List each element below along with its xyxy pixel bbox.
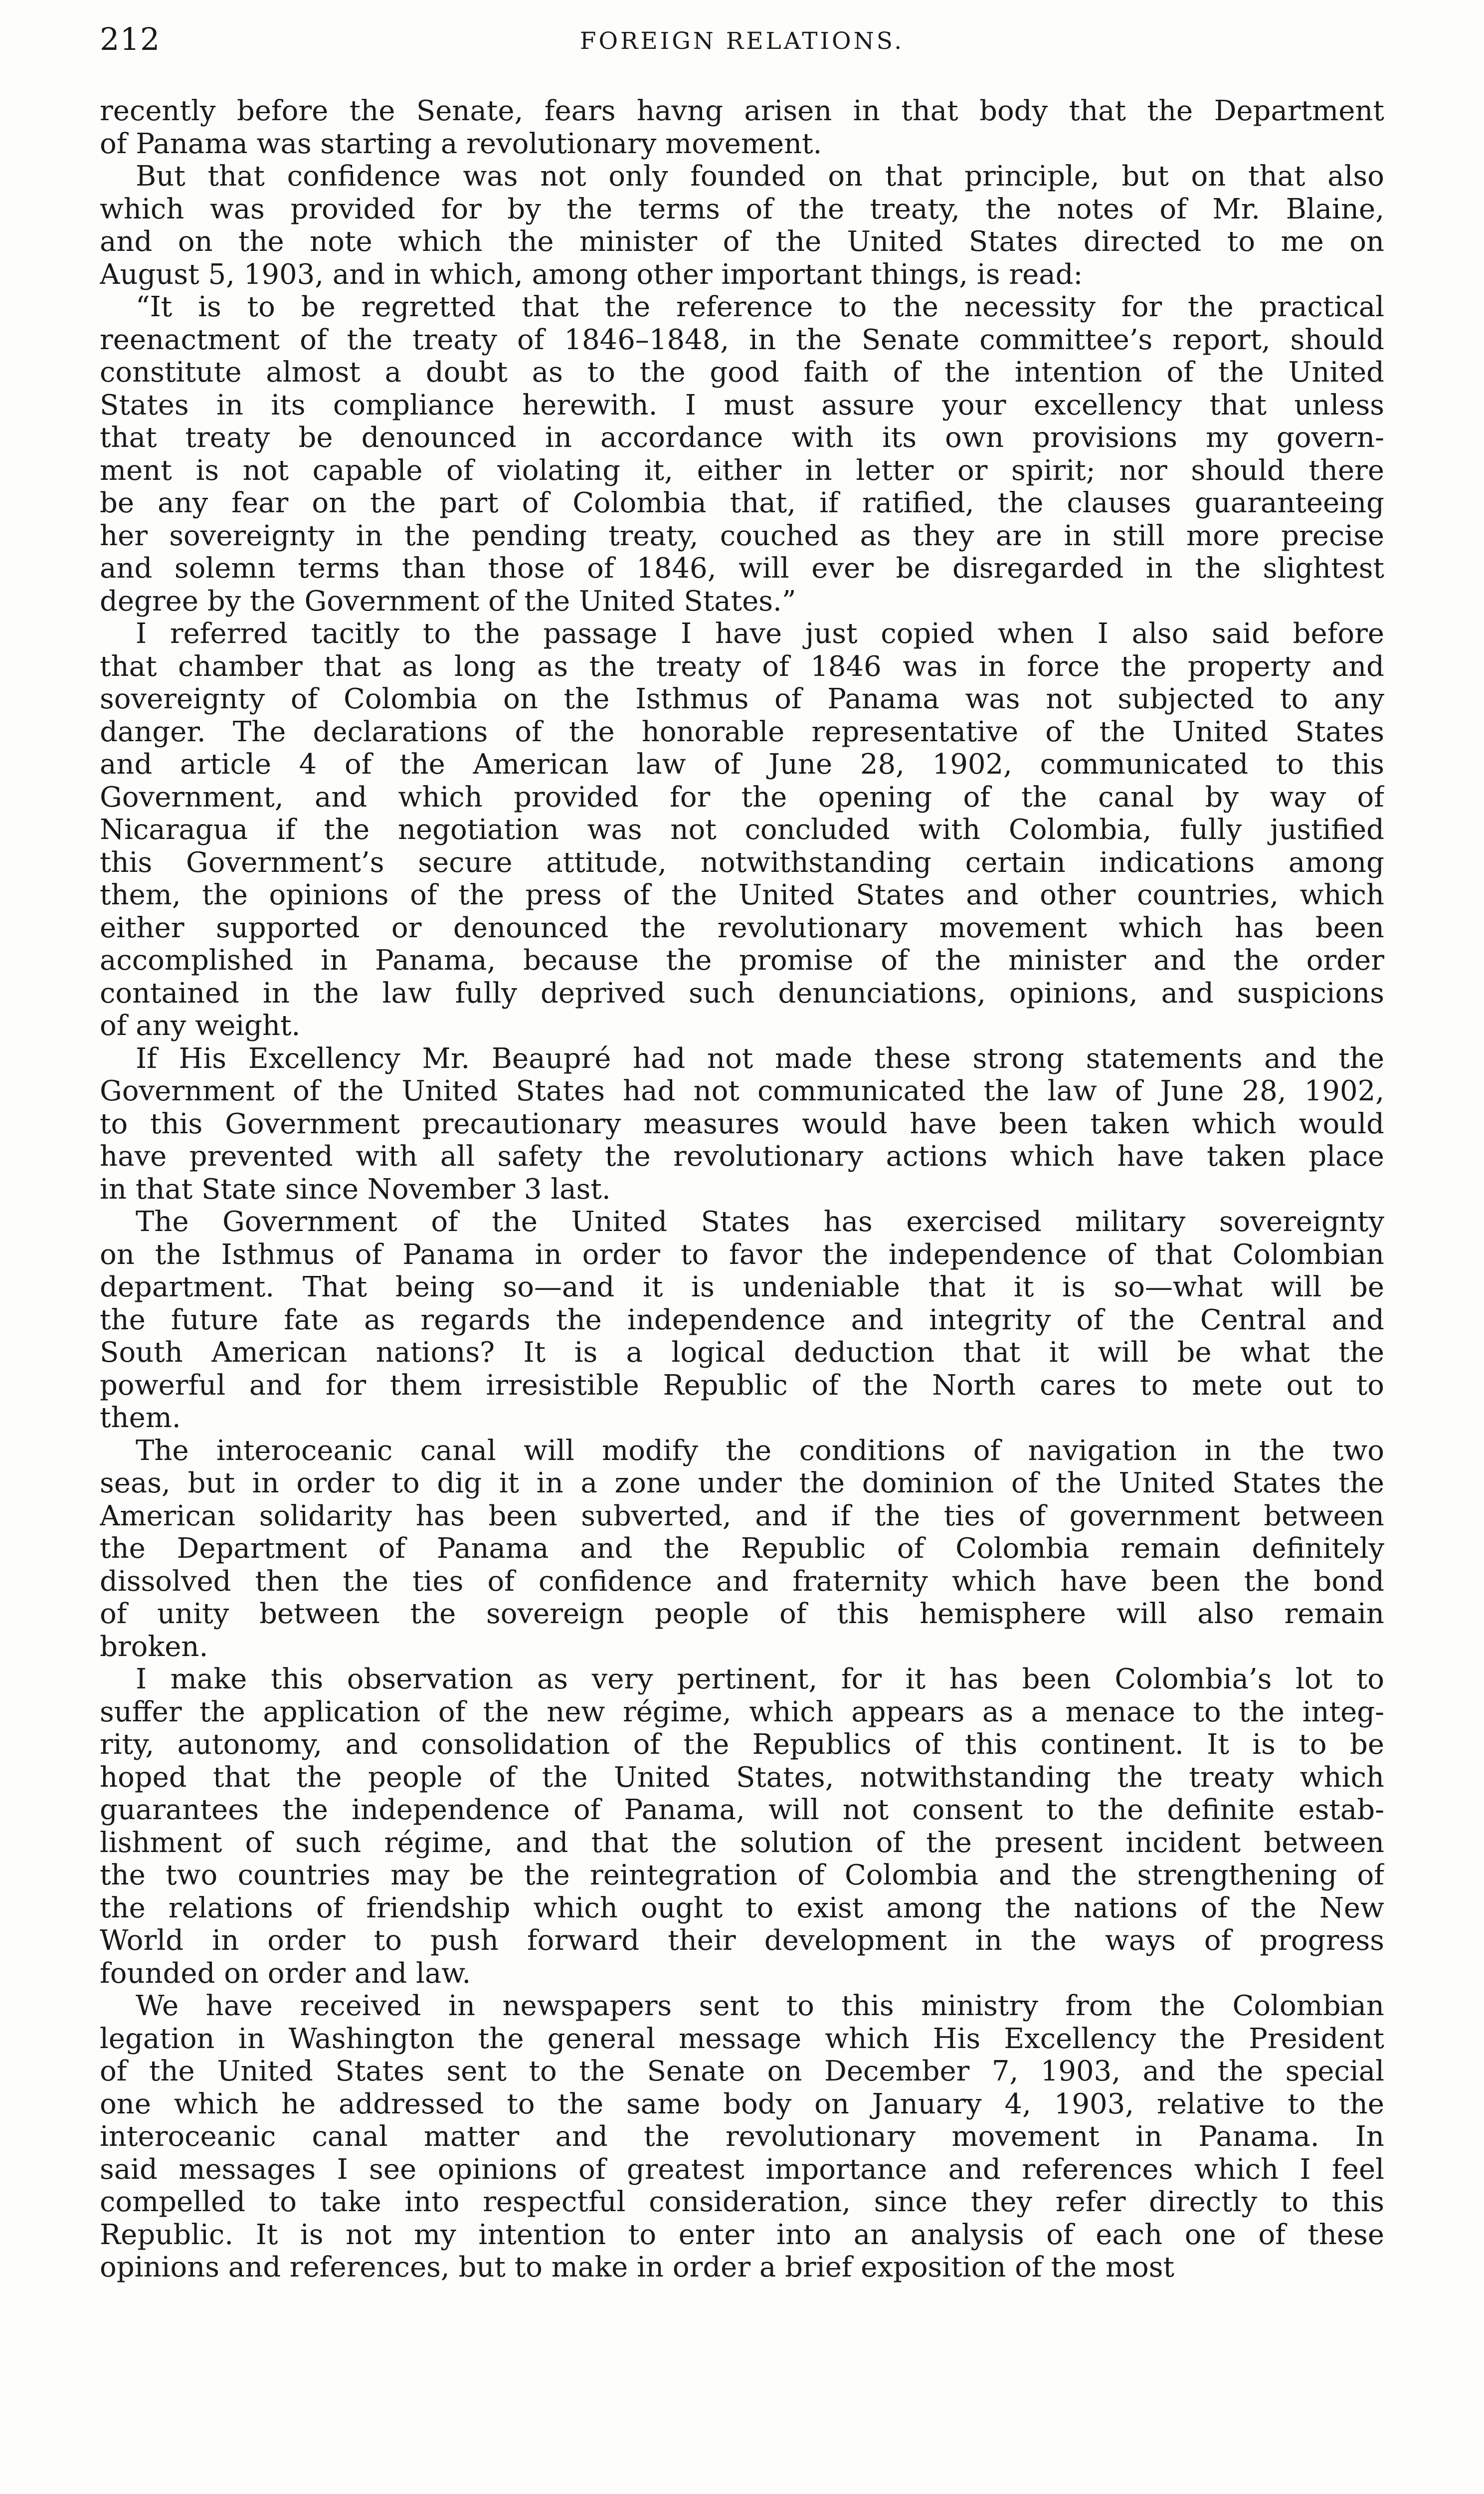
text-line: that treaty be denounced in accordance with its own provisions my govern- bbox=[100, 421, 1384, 454]
text-line: We have received in newspapers sent to this ministry from the Colombian bbox=[136, 1990, 1384, 2022]
text-line: accomplished in Panama, because the promise of the minister and the order bbox=[100, 944, 1384, 977]
paragraph bbox=[100, 1042, 1384, 1206]
text-line: opinions and references, but to make in order a brief exposition of the most bbox=[100, 2251, 1175, 2284]
text-line: this Government’s secure attitude, notwithstanding certain indications among bbox=[100, 846, 1384, 879]
text-line: of unity between the sovereign people of this hemisphere will also remain bbox=[100, 1598, 1384, 1630]
text-line: have prevented with all safety the revolutionary actions which have taken place bbox=[100, 1140, 1384, 1173]
paragraph bbox=[100, 1435, 1384, 1663]
paragraph bbox=[100, 1990, 1384, 2284]
text-line: Nicaragua if the negotiation was not concluded with Colombia, fully justified bbox=[100, 814, 1384, 846]
text-line: them. bbox=[100, 1402, 181, 1434]
text-line: the Department of Panama and the Republic of Colombia remain definitely bbox=[100, 1532, 1384, 1565]
paragraph bbox=[100, 291, 1384, 618]
page-number: 212 bbox=[100, 21, 161, 57]
text-line: in that State since November 3 last. bbox=[100, 1173, 611, 1206]
text-line: American solidarity has been subverted, and if the ties of government between bbox=[100, 1499, 1384, 1532]
text-line: broken. bbox=[100, 1630, 208, 1663]
text-line: said messages I see opinions of greatest importance and references which I feel bbox=[100, 2153, 1384, 2186]
text-line: I referred tacitly to the passage I have just copied when I also said before bbox=[136, 618, 1384, 650]
paragraph bbox=[100, 1206, 1384, 1435]
text-line: legation in Washington the general message which His Excellency the President bbox=[100, 2022, 1384, 2055]
text-line: on the Isthmus of Panama in order to favor the independence of that Colombian bbox=[100, 1238, 1384, 1271]
text-line: and solemn terms than those of 1846, will ever be disregarded in the slightest bbox=[100, 552, 1384, 585]
paragraph bbox=[100, 618, 1384, 1042]
text-line: ment is not capable of violating it, either in letter or spirit; nor should there bbox=[100, 454, 1384, 487]
text-line: Republic. It is not my intention to enter into an analysis of each one of these bbox=[100, 2218, 1384, 2251]
text-line: of Panama was starting a revolutionary movement. bbox=[100, 127, 822, 160]
text-line: be any fear on the part of Colombia that, if ratified, the clauses guaranteeing bbox=[100, 487, 1384, 519]
text-line: recently before the Senate, fears havng arisen in that body that the Department bbox=[100, 95, 1384, 127]
text-line: Government of the United States had not communicated the law of June 28, 1902, bbox=[100, 1075, 1384, 1107]
text-line: sovereignty of Colombia on the Isthmus of Panama was not subjected to any bbox=[100, 683, 1384, 715]
text-line: interoceanic canal matter and the revolutionary movement in Panama. In bbox=[100, 2120, 1384, 2153]
text-line: them, the opinions of the press of the United States and other countries, which bbox=[100, 879, 1384, 911]
text-line: the future fate as regards the independence and integrity of the Central and bbox=[100, 1303, 1384, 1336]
text-line: Government, and which provided for the opening of the canal by way of bbox=[100, 781, 1384, 814]
text-line: States in its compliance herewith. I must assure your excellency that unless bbox=[100, 389, 1384, 421]
text-line: to this Government precautionary measures would have been taken which would bbox=[100, 1107, 1384, 1140]
text-line: suffer the application of the new régime, which appears as a menace to the integ- bbox=[100, 1695, 1384, 1728]
text-line: founded on order and law. bbox=[100, 1957, 471, 1990]
text-line: I make this observation as very pertinent, for it has been Colombia’s lot to bbox=[136, 1663, 1384, 1695]
text-line: degree by the Government of the United States.” bbox=[100, 585, 796, 618]
text-line: one which he addressed to the same body on January 4, 1903, relative to the bbox=[100, 2087, 1384, 2120]
text-line: and article 4 of the American law of June 28, 1902, communicated to this bbox=[100, 748, 1384, 781]
text-line: compelled to take into respectful consideration, since they refer directly to this bbox=[100, 2186, 1384, 2218]
text-line: The interoceanic canal will modify the conditions of navigation in the two bbox=[136, 1434, 1384, 1467]
text-line: the two countries may be the reintegration of Colombia and the strengthening of bbox=[100, 1859, 1384, 1891]
paragraph bbox=[100, 1663, 1384, 1990]
text-line: of any weight. bbox=[100, 1010, 301, 1042]
text-line: constitute almost a doubt as to the good faith of the intention of the United bbox=[100, 356, 1384, 389]
paragraph bbox=[100, 160, 1384, 291]
text-line: August 5, 1903, and in which, among other important things, is read: bbox=[100, 258, 1083, 291]
text-line: guarantees the independence of Panama, will not consent to the definite estab- bbox=[100, 1794, 1384, 1826]
text-line: danger. The declarations of the honorable representative of the United States bbox=[100, 715, 1384, 748]
text-line: rity, autonomy, and consolidation of the Republics of this continent. It is to be bbox=[100, 1728, 1384, 1761]
text-line: If His Excellency Mr. Beaupré had not made these strong statements and the bbox=[136, 1042, 1384, 1075]
text-line: of the United States sent to the Senate on December 7, 1903, and the special bbox=[100, 2055, 1384, 2087]
text-line: department. That being so—and it is undeniable that it is so—what will be bbox=[100, 1271, 1384, 1303]
text-line: powerful and for them irresistible Republic of the North cares to mete out to bbox=[100, 1369, 1384, 1402]
text-line: “It is to be regretted that the reference to the necessity for the practical bbox=[136, 291, 1384, 323]
running-head: FOREIGN RELATIONS. bbox=[579, 27, 905, 55]
text-line: hoped that the people of the United States, notwithstanding the treaty which bbox=[100, 1761, 1384, 1794]
body-text bbox=[100, 95, 1384, 2284]
text-line: either supported or denounced the revolutionary movement which has been bbox=[100, 911, 1384, 944]
text-line: her sovereignty in the pending treaty, couched as they are in still more precise bbox=[100, 519, 1384, 552]
text-line: South American nations? It is a logical deduction that it will be what the bbox=[100, 1336, 1384, 1369]
text-line: contained in the law fully deprived such denunciations, opinions, and suspicions bbox=[100, 977, 1384, 1010]
paragraph bbox=[100, 95, 1384, 160]
text-line: But that confidence was not only founded on that principle, but on that also bbox=[136, 160, 1384, 193]
text-line: reenactment of the treaty of 1846–1848, in the Senate committee’s report, should bbox=[100, 323, 1384, 356]
page-header bbox=[100, 17, 1384, 62]
text-line: which was provided for by the terms of the treaty, the notes of Mr. Blaine, bbox=[100, 193, 1384, 225]
text-line: lishment of such régime, and that the solution of the present incident between bbox=[100, 1826, 1384, 1859]
text-line: and on the note which the minister of the United States directed to me on bbox=[100, 225, 1384, 258]
text-line: that chamber that as long as the treaty of 1846 was in force the property and bbox=[100, 650, 1384, 683]
text-line: the relations of friendship which ought to exist among the nations of the New bbox=[100, 1891, 1384, 1924]
text-line: seas, but in order to dig it in a zone under the dominion of the United States the bbox=[100, 1467, 1384, 1499]
text-line: dissolved then the ties of confidence and fraternity which have been the bond bbox=[100, 1565, 1384, 1598]
text-line: The Government of the United States has exercised military sovereignty bbox=[136, 1206, 1384, 1238]
text-line: World in order to push forward their development in the ways of progress bbox=[100, 1924, 1384, 1957]
